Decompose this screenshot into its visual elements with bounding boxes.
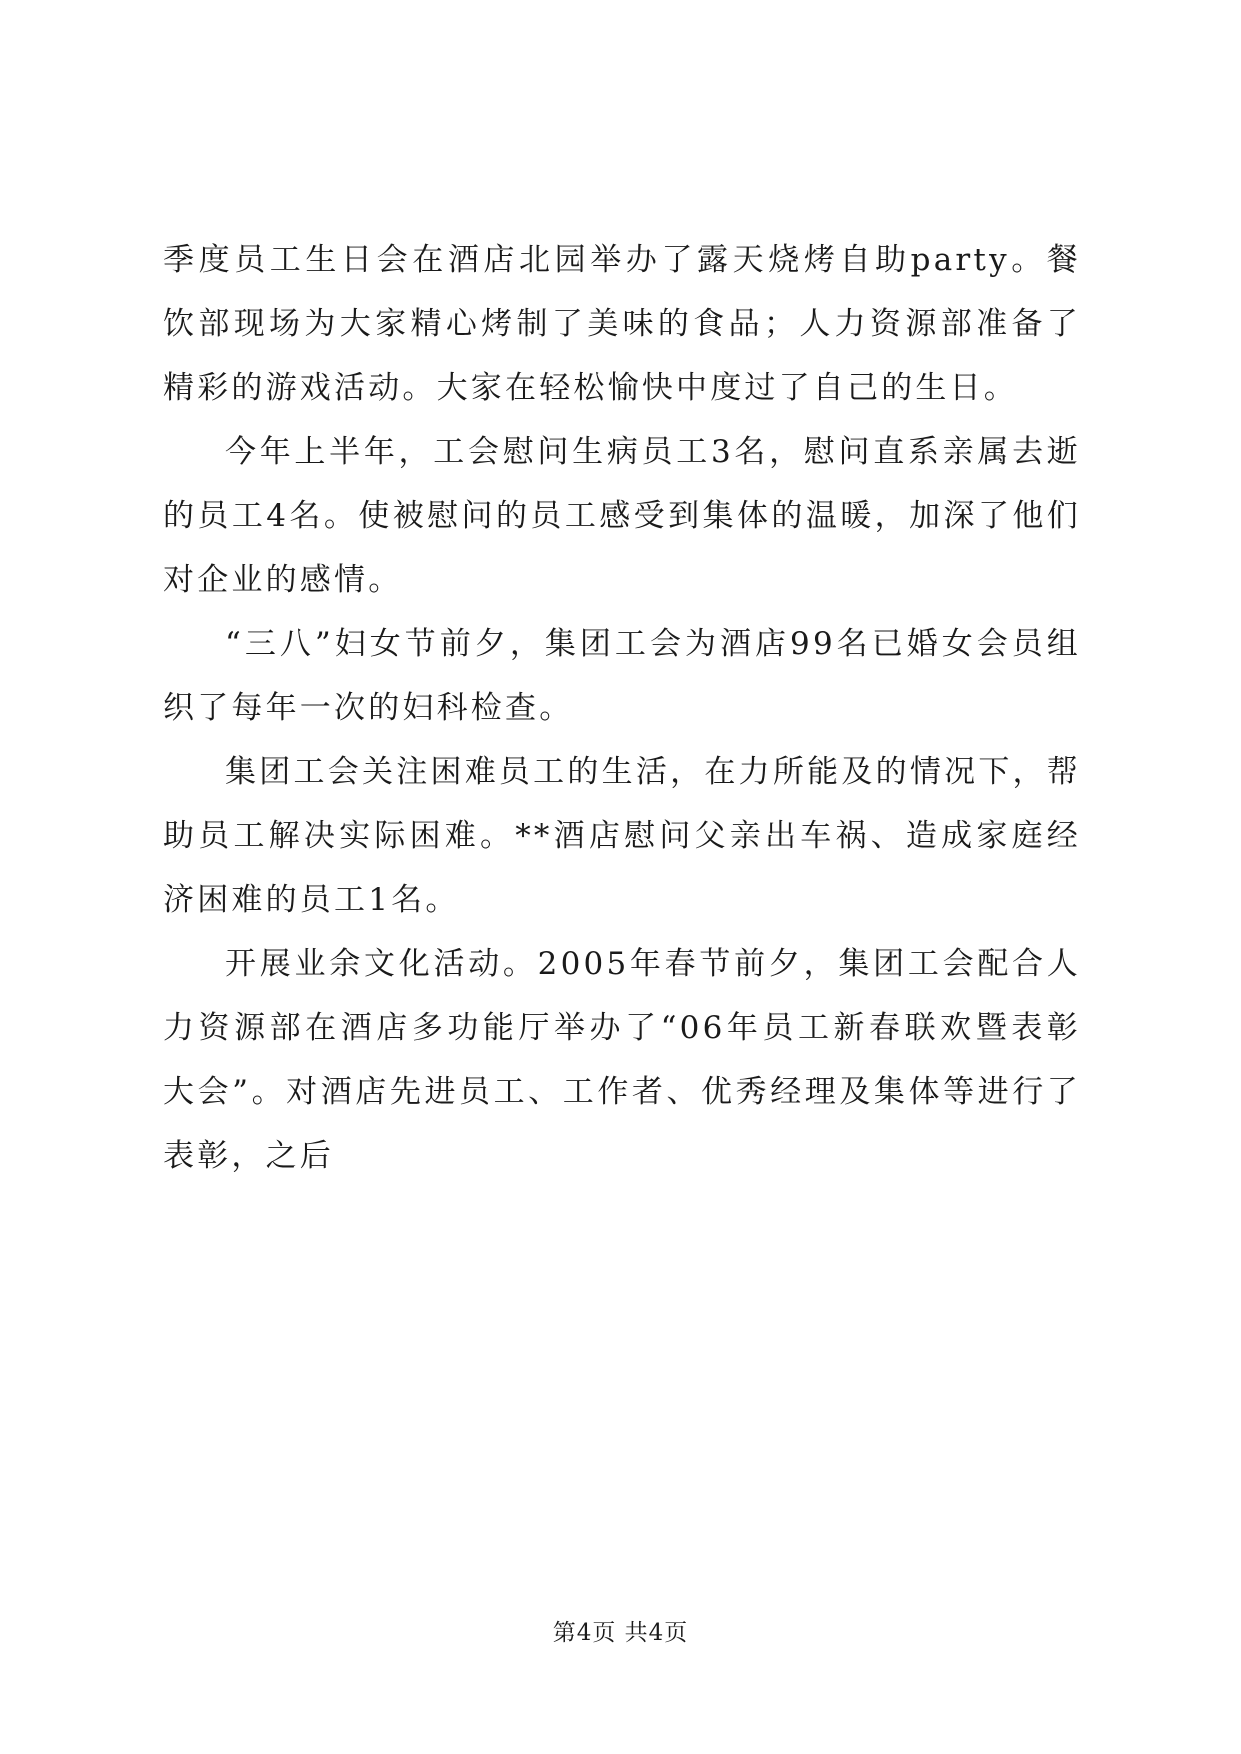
document-body xyxy=(163,228,1081,1188)
paragraph-birthday-party: 季度员工生日会在酒店北园举办了露天烧烤自助party。餐饮部现场为大家精心烤制了美味的食品；人力资源部准备了精彩的游戏活动。大家在轻松愉快中度过了自己的生日。 xyxy=(163,242,1081,406)
paragraph-condolence-visits: 今年上半年，工会慰问生病员工3名，慰问直系亲属去逝的员工4名。使被慰问的员工感受到集体的温暖，加深了他们对企业的感情。 xyxy=(163,434,1081,598)
paragraph-womens-day: “三八”妇女节前夕，集团工会为酒店99名已婚女会员组织了每年一次的妇科检查。 xyxy=(163,626,1081,726)
page-number-footer: 第4页 共4页 xyxy=(552,1620,689,1646)
paragraph-hardship-support: 集团工会关注困难员工的生活，在力所能及的情况下，帮助员工解决实际困难。**酒店慰问父亲出车祸、造成家庭经济困难的员工1名。 xyxy=(163,754,1081,918)
paragraph-cultural-activities: 开展业余文化活动。2005年春节前夕，集团工会配合人力资源部在酒店多功能厅举办了“06年员工新春联欢暨表彰大会”。对酒店先进员工、工作者、优秀经理及集体等进行了表彰，之后 xyxy=(163,946,1081,1174)
